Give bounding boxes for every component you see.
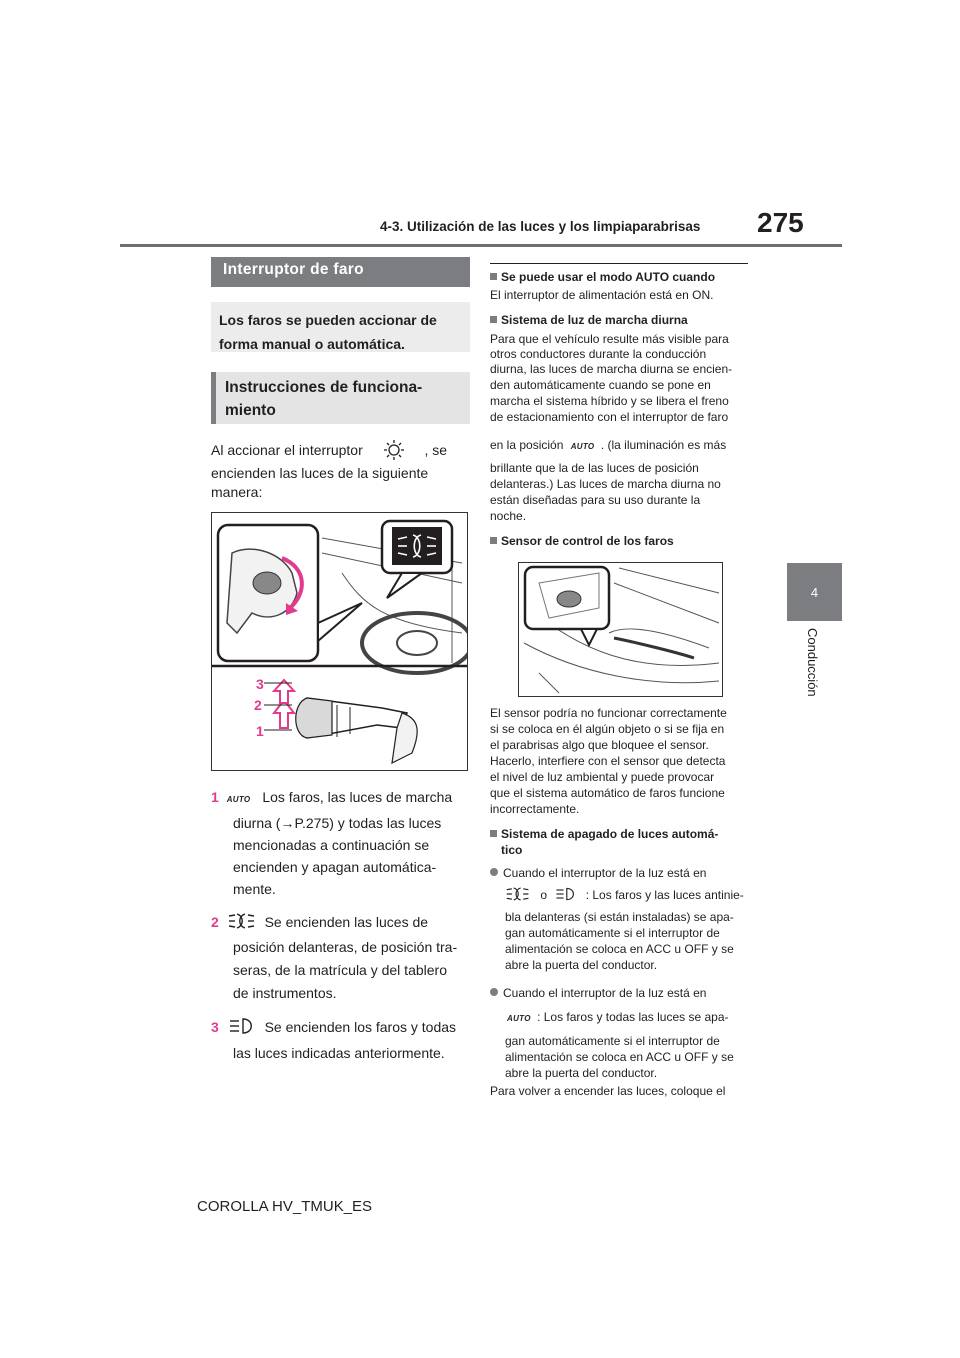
list-item [211,911,428,933]
chapter-label: Conducción [805,628,820,697]
intro-text-d: manera: [211,484,263,500]
note-line: El sensor podría no funcionar correctamente [490,706,727,720]
bullet-line: alimentación se coloca en ACC u OFF y se [505,942,734,956]
note-text: en la posición [490,438,564,452]
section-heading: Interruptor de faro [211,257,470,287]
bullet-text: o [540,888,548,902]
figure-label-1: 1 [256,723,264,739]
list-item [211,1016,456,1038]
item-line: las luces indicadas anteriormente. [233,1045,445,1061]
note-line: marcha el sistema híbrido y se libera el freno [490,394,729,408]
note-title-text: Se puede usar el modo AUTO cuando [501,270,716,284]
item-line: de instrumentos. [233,985,337,1001]
note-line: el parabrisas algo que bloquee el sensor. [490,738,709,752]
note-line: diurna, las luces de marcha diurna se encien- [490,362,733,376]
light-switch-illustration [212,513,467,770]
bullet-line: gan automáticamente si el interruptor de [505,926,720,940]
note-title-text: Sensor de control de los faros [501,534,674,548]
bullet-text: : Los faros y todas las luces se apa- [537,1010,729,1024]
note-line: Para que el vehículo resulte más visible para [490,332,729,346]
note-title [490,534,674,549]
note-line: den automáticamente cuando se pone en [490,378,711,392]
item-line: Se encienden los faros y todas [264,1019,457,1035]
note-line: de estacionamiento con el interruptor de faro [490,410,729,424]
item-line: mencionadas a continuación se [233,837,430,853]
note-line: si se coloca en él algún objeto o si se fija en [490,722,725,736]
intro-text-b: , se [424,442,448,458]
note-title-text: tico [501,843,523,857]
bullet-line: abre la puerta del conductor. [505,958,658,972]
intro-box: Los faros se pueden accionar de forma manual o automática. [211,302,470,352]
footer-model-code: COROLLA HV_TMUK_ES [197,1198,373,1215]
page-number: 275 [757,207,804,238]
section-title: 4-3. Utilización de las luces y los limpiaparabrisas [380,219,701,234]
bullet-line [505,1010,729,1026]
item-line: Los faros, las luces de marcha [262,789,453,805]
sensor-illustration [519,563,722,696]
note-line [490,438,726,454]
note-line: el nivel de luz ambiental y puede provocar [490,770,715,784]
bullet-line: abre la puerta del conductor. [505,1066,658,1080]
note-line: delanteras.) Las luces de marcha diurna no [490,477,721,491]
bullet-item [490,866,706,881]
item-number: 2 [211,914,219,930]
round-bullet-icon [490,868,498,876]
bullet-line: alimentación se coloca en ACC u OFF y se [505,1050,734,1064]
headlights-icon [554,885,578,903]
figure-label-3: 3 [256,676,264,692]
light-switch-figure [211,512,468,771]
note-text: . (la iluminación es más [600,438,727,452]
square-bullet-icon [490,273,497,280]
note-line: otros conductores durante la conducción [490,347,707,361]
note-line: que el sistema automático de faros funcione [490,786,725,800]
item-line: encienden y apagan automática- [233,859,437,875]
note-line: están diseñadas para su uso durante la [490,493,701,507]
item-line: posición delanteras, de posición tra- [233,939,458,955]
sensor-figure [518,562,723,697]
item-number: 3 [211,1019,219,1035]
column-rule [490,263,748,264]
position-lights-icon [505,885,531,903]
bullet-line [505,885,744,903]
position-lights-icon [227,912,257,930]
note-line: brillante que la de las luces de posición [490,461,699,475]
light-switch-icon [373,439,415,461]
bullet-line: gan automáticamente si el interruptor de [505,1034,720,1048]
item-number: 1 [211,789,219,805]
note-title [490,270,715,285]
subsection-heading: Instrucciones de funciona-miento [211,372,470,424]
note-title [490,313,688,328]
item-line: diurna (→P.275) y todas las luces [233,815,442,831]
square-bullet-icon [490,830,497,837]
note-line: Hacerlo, interfiere con el sensor que detecta [490,754,726,768]
note-title-text: Sistema de apagado de luces automá- [501,827,719,841]
note-line: noche. [490,509,527,523]
auto-icon: AUTO [507,1014,531,1023]
auto-icon: AUTO [570,442,595,451]
note-title [490,827,718,842]
note-body: El interruptor de alimentación está en ON. [490,288,714,302]
round-bullet-icon [490,988,498,996]
intro-text-c: encienden las luces de la siguiente [211,465,429,481]
item-line: Se encienden las luces de [264,914,429,930]
header-rule [120,244,842,247]
bullet-item [490,986,706,1001]
bullet-line: bla delanteras (si están instaladas) se apa- [505,910,734,924]
chapter-tab [787,563,842,621]
chapter-number: 4 [810,584,819,600]
note-title-text: Sistema de luz de marcha diurna [501,313,688,327]
headlights-icon [227,1017,257,1035]
intro-text-a: Al accionar el interruptor [211,442,363,458]
bullet-text: Cuando el interruptor de la luz está en [503,986,707,1000]
figure-label-2: 2 [254,697,262,713]
bullet-text: : Los faros y las luces antinie- [585,888,744,902]
list-item [211,786,452,811]
square-bullet-icon [490,316,497,323]
intro-paragraph [211,439,447,461]
item-line: seras, de la matrícula y del tablero [233,962,447,978]
note-line: incorrectamente. [490,802,580,816]
bullet-text: Cuando el interruptor de la luz está en [503,866,707,880]
square-bullet-icon [490,537,497,544]
auto-icon: AUTO [226,795,251,804]
note-line: Para volver a encender las luces, coloque el [490,1084,726,1098]
item-line: mente. [233,881,276,897]
